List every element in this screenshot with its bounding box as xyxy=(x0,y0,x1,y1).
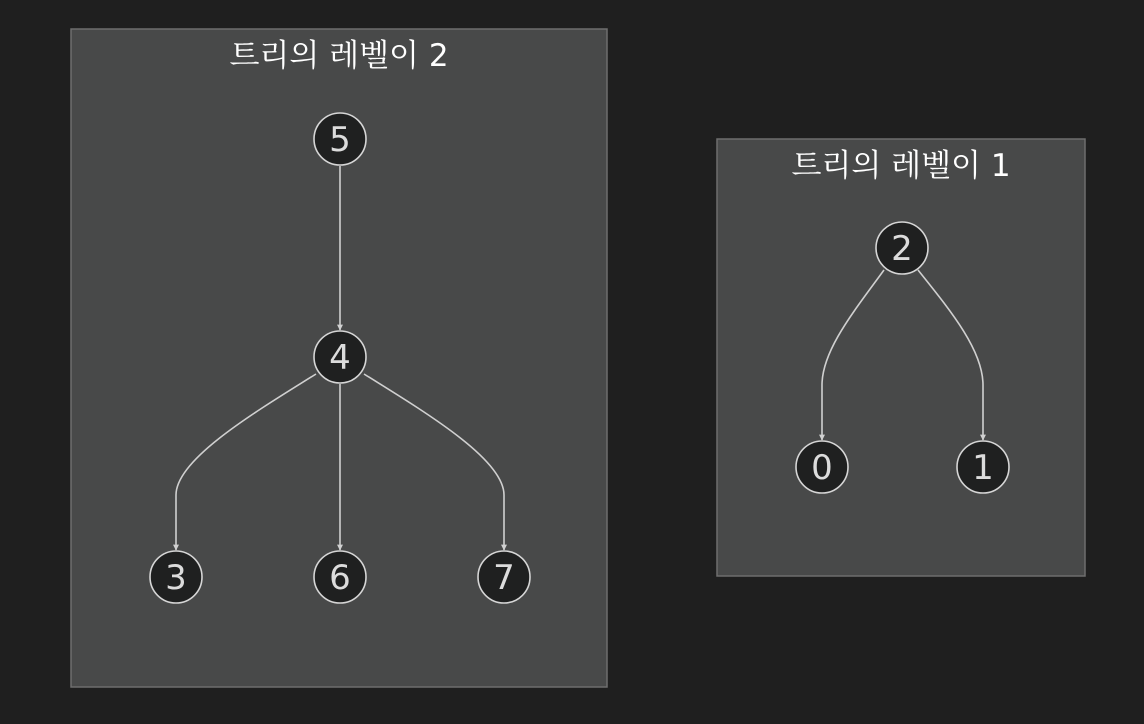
tree-node[interactable] xyxy=(314,113,366,165)
tree-node[interactable] xyxy=(314,331,366,383)
tree-node[interactable] xyxy=(478,551,530,603)
tree-node[interactable] xyxy=(796,441,848,493)
cluster-level-2-title: 트리의 레벨이 2 xyxy=(229,38,449,74)
node-label: 3 xyxy=(165,558,187,598)
tree-node[interactable] xyxy=(957,441,1009,493)
cluster-level-1-title: 트리의 레벨이 1 xyxy=(791,148,1011,184)
node-label: 2 xyxy=(891,229,913,269)
cluster-level-1 xyxy=(717,139,1085,576)
tree-node[interactable] xyxy=(314,551,366,603)
tree-node[interactable] xyxy=(150,551,202,603)
node-label: 5 xyxy=(329,120,351,160)
node-label: 4 xyxy=(329,338,351,378)
node-label: 7 xyxy=(493,558,515,598)
node-label: 6 xyxy=(329,558,351,598)
node-label: 0 xyxy=(811,448,833,488)
node-label: 1 xyxy=(972,448,994,488)
cluster-level-1-box xyxy=(717,139,1085,576)
tree-node[interactable] xyxy=(876,222,928,274)
